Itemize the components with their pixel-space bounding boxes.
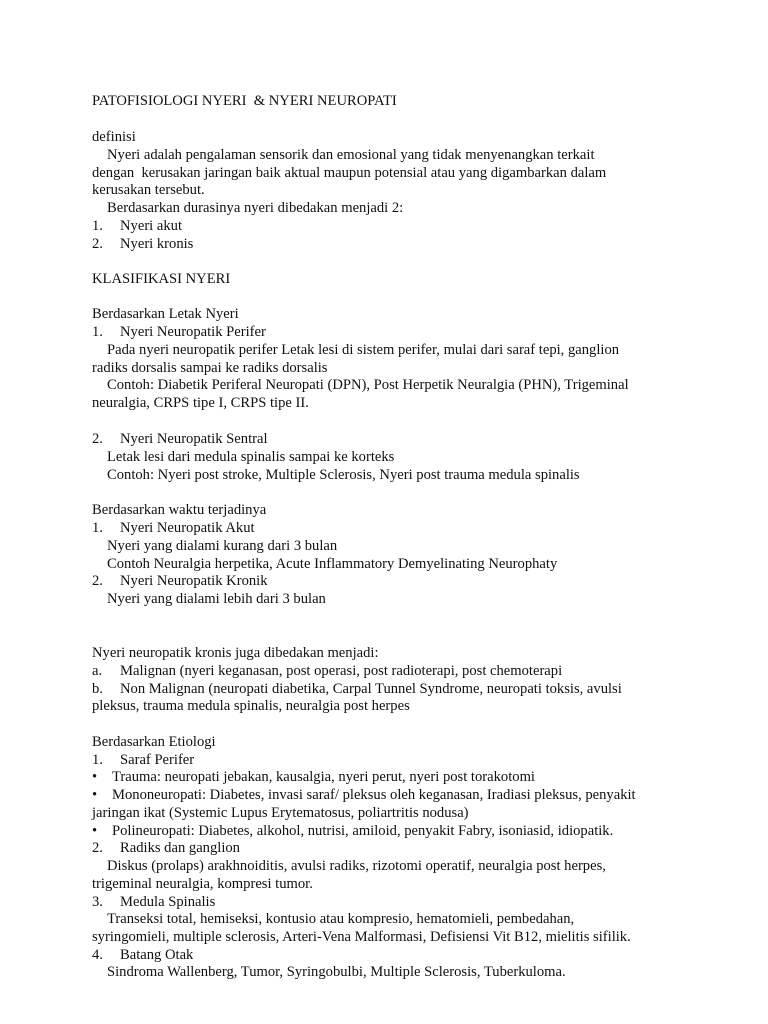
list-item: Nyeri akut xyxy=(120,218,183,234)
paragraph-line: syringomieli, multiple sclerosis, Arteri-Vena Malformasi, Defisiensi Vit B12, mielitis sifilik. xyxy=(92,929,631,945)
paragraph-line: Nyeri adalah pengalaman sensorik dan emosional yang tidak menyenangkan terkait xyxy=(107,147,595,163)
paragraph-line: Pada nyeri neuropatik perifer Letak lesi di sistem perifer, mulai dari saraf tepi, ganglion xyxy=(107,342,620,358)
list-number: 1. xyxy=(92,752,103,768)
document-title: PATOFISIOLOGI NYERI & NYERI NEUROPATI xyxy=(92,93,397,109)
definisi-heading: definisi xyxy=(92,129,136,145)
paragraph-line: trigeminal neuralgia, kompresi tumor. xyxy=(92,876,313,892)
subsection-heading: Berdasarkan Letak Nyeri xyxy=(92,306,239,322)
subsection-heading: Nyeri neuropatik kronis juga dibedakan menjadi: xyxy=(92,645,379,661)
paragraph-line: Diskus (prolaps) arakhnoiditis, avulsi radiks, rizotomi operatif, neuralgia post herpes, xyxy=(107,858,606,874)
paragraph-line: Sindroma Wallenberg, Tumor, Syringobulbi, Multiple Sclerosis, Tuberkuloma. xyxy=(107,964,566,980)
paragraph-line: Contoh Neuralgia herpetika, Acute Inflammatory Demyelinating Neurophaty xyxy=(107,556,558,572)
section-heading: KLASIFIKASI NYERI xyxy=(92,271,231,287)
list-number: 3. xyxy=(92,894,103,910)
paragraph-line: jaringan ikat (Systemic Lupus Erytematosus, poliartritis nodusa) xyxy=(92,805,469,821)
paragraph-line: radiks dorsalis sampai ke radiks dorsalis xyxy=(92,360,328,376)
list-item: Nyeri Neuropatik Perifer xyxy=(120,324,266,340)
bullet-item: Trauma: neuropati jebakan, kausalgia, nyeri perut, nyeri post torakotomi xyxy=(112,769,535,785)
bullet-icon: • xyxy=(92,769,98,785)
list-number: 4. xyxy=(92,947,103,963)
list-item: Non Malignan (neuropati diabetika, Carpal Tunnel Syndrome, neuropati toksis, avulsi xyxy=(120,681,622,697)
paragraph-line: neuralgia, CRPS tipe I, CRPS tipe II. xyxy=(92,395,309,411)
list-number: 1. xyxy=(92,218,103,234)
paragraph-line: dengan kerusakan jaringan baik aktual maupun potensial atau yang digambarkan dalam xyxy=(92,165,607,181)
paragraph-line: Nyeri yang dialami lebih dari 3 bulan xyxy=(107,591,326,607)
paragraph-line: Transeksi total, hemiseksi, kontusio atau kompresio, hematomieli, pembedahan, xyxy=(107,911,575,927)
list-letter: a. xyxy=(92,663,103,679)
list-number: 2. xyxy=(92,840,103,856)
bullet-icon: • xyxy=(92,823,98,839)
bullet-item: Polineuropati: Diabetes, alkohol, nutrisi, amiloid, penyakit Fabry, isoniasid, idiopatik. xyxy=(112,823,614,839)
paragraph-line: Contoh: Nyeri post stroke, Multiple Sclerosis, Nyeri post trauma medula spinalis xyxy=(107,467,580,483)
list-number: 1. xyxy=(92,520,103,536)
list-item: Nyeri Neuropatik Sentral xyxy=(120,431,268,447)
list-item: Nyeri Neuropatik Kronik xyxy=(120,573,268,589)
bullet-item: Mononeuropati: Diabetes, invasi saraf/ pleksus oleh keganasan, Iradiasi pleksus, penyakit xyxy=(112,787,636,803)
list-number: 1. xyxy=(92,324,103,340)
bullet-icon: • xyxy=(92,787,98,803)
list-letter: b. xyxy=(92,681,103,697)
paragraph-line: pleksus, trauma medula spinalis, neuralgia post herpes xyxy=(92,698,410,714)
list-number: 2. xyxy=(92,236,103,252)
paragraph-line: Contoh: Diabetik Periferal Neuropati (DPN), Post Herpetik Neuralgia (PHN), Trigeminal xyxy=(107,377,629,393)
paragraph-line: Berdasarkan durasinya nyeri dibedakan menjadi 2: xyxy=(107,200,404,216)
list-number: 2. xyxy=(92,573,103,589)
paragraph-line: Letak lesi dari medula spinalis sampai ke korteks xyxy=(107,449,395,465)
list-item: Malignan (nyeri keganasan, post operasi, post radioterapi, post chemoterapi xyxy=(120,663,563,679)
list-item: Batang Otak xyxy=(120,947,194,963)
list-item: Medula Spinalis xyxy=(120,894,216,910)
list-number: 2. xyxy=(92,431,103,447)
list-item: Nyeri Neuropatik Akut xyxy=(120,520,255,536)
paragraph-line: Nyeri yang dialami kurang dari 3 bulan xyxy=(107,538,338,554)
paragraph-line: kerusakan tersebut. xyxy=(92,182,205,198)
list-item: Nyeri kronis xyxy=(120,236,194,252)
subsection-heading: Berdasarkan Etiologi xyxy=(92,734,216,750)
subsection-heading: Berdasarkan waktu terjadinya xyxy=(92,502,267,518)
list-item: Radiks dan ganglion xyxy=(120,840,240,856)
list-item: Saraf Perifer xyxy=(120,752,195,768)
